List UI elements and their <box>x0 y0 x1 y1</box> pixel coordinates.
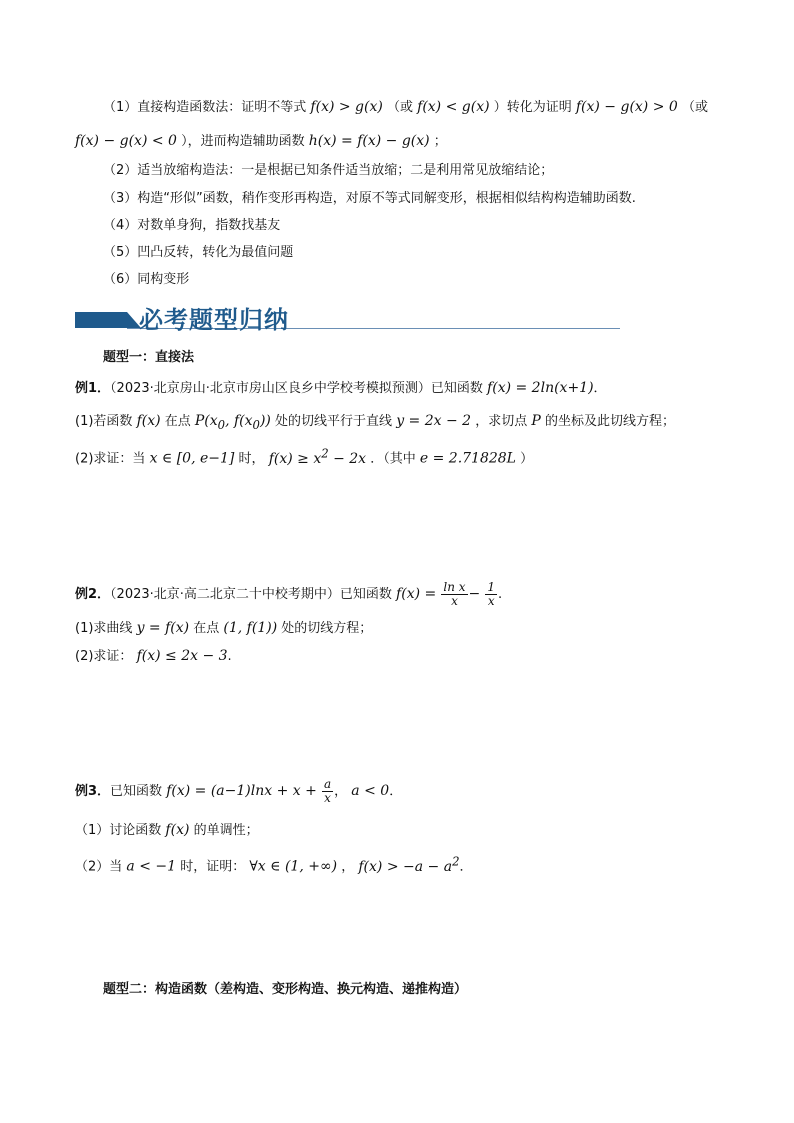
method-4: （4）对数单身狗，指数找基友 <box>103 218 281 233</box>
formula: ∀x ∈ (1, +∞) <box>249 858 338 875</box>
type2-title: 题型二：构造函数（差构造、变形构造、换元构造、递推构造） <box>103 982 468 997</box>
formula: f(x) − g(x) < 0 <box>75 133 177 149</box>
formula: a < −1 <box>126 858 177 875</box>
formula: f(x) < g(x) <box>417 99 490 115</box>
formula: $f(x) \ge x^2 - 2x$ <box>268 446 367 467</box>
formula: f(x) = <box>396 586 437 602</box>
formula: y = 2x − 2 <box>396 413 472 429</box>
formula: (1, f(1)) <box>223 620 278 636</box>
method-5: （5）凹凸反转，转化为最值问题 <box>103 245 294 260</box>
example-1-q2: (2)求证：当 x ∈ [0, e−1] 时， $f(x) \ge x^2 - 2x$ ．（其中 e = 2.71828L ） <box>75 446 534 467</box>
section-banner <box>75 300 620 332</box>
example-1-q1: (1)若函数 f(x) 在点 $P(x_0$, $f(x_0)$) 处的切线平行于直线 y = 2x − 2 ，求切点 P 的坐标及此切线方程； <box>75 413 675 432</box>
example-3-q2: （2）当 a < −1 时，证明： ∀x ∈ (1, +∞) ， $f(x) > -a - a^2$． <box>75 854 473 875</box>
fraction: $\frac{1}{x}$ <box>487 580 496 608</box>
method-3: （3）构造“形似”函数，稍作变形再构造，对原不等式同解变形，根据相似结构构造辅助函数. <box>103 191 636 206</box>
example-3-stem: 例3．已知函数 f(x) = (a−1)lnx + x + $\frac{a}{x}$ ， a < 0． <box>75 777 403 805</box>
example-2-q2: (2)求证： f(x) ≤ 2x − 3. <box>75 648 232 664</box>
formula: f(x) > g(x) <box>310 99 383 115</box>
formula: f(x) <box>136 413 161 429</box>
fraction: $\frac{\text{ln x}}{x}$ <box>443 580 466 608</box>
method-1-line-1: （1）直接构造函数法：证明不等式 f(x) > g(x) （或 f(x) < g(x) ）转化为证明 f(x) − g(x) > 0 （或 <box>103 99 708 115</box>
example-2-stem: 例2．（2023·北京·高二北京二十中校考期中）已知函数 f(x) = $\frac{\text{ln x}}{x}$ − $\frac{1}{x}$ . <box>75 580 503 608</box>
example-2-q1: (1)求曲线 y = f(x) 在点 (1, f(1)) 处的切线方程； <box>75 620 373 636</box>
formula: f(x) − g(x) > 0 <box>575 99 678 115</box>
formula: h(x) = f(x) − g(x) <box>308 133 430 149</box>
fraction: $\frac{a}{x}$ <box>323 777 332 805</box>
formula: a < 0 <box>351 783 390 799</box>
example-3-q1: （1）讨论函数 f(x) 的单调性； <box>75 822 259 838</box>
example-1-stem: 例1．（2023·北京房山·北京市房山区良乡中学校考模拟预测）已知函数 f(x) = 2ln(x+1)． <box>75 380 607 396</box>
formula: y = f(x) <box>136 620 190 636</box>
type1-title: 题型一：直接法 <box>103 350 195 365</box>
method-1-line-2: f(x) − g(x) < 0 ），进而构造辅助函数 h(x) = f(x) − g(x) ； <box>75 133 447 149</box>
method-2: （2）适当放缩构造法：一是根据已知条件适当放缩；二是利用常见放缩结论； <box>103 163 554 178</box>
method-6: （6）同构变形 <box>103 272 190 287</box>
formula: P <box>531 413 541 429</box>
formula: $f(x) > -a - a^2$ <box>358 854 460 875</box>
formula: $P(x_0$, $f(x_0)$) <box>194 413 271 432</box>
formula: f(x) = 2ln(x+1) <box>487 380 594 396</box>
formula: e = 2.71828L <box>419 450 516 467</box>
banner-bar <box>75 312 127 328</box>
formula: f(x) <box>165 822 190 838</box>
formula: f(x) = (a−1)lnx + x + <box>166 783 317 799</box>
formula: f(x) ≤ 2x − 3 <box>136 648 228 664</box>
formula: x ∈ [0, e−1] <box>149 450 235 467</box>
banner-title: 必考题型归纳 <box>139 306 289 334</box>
